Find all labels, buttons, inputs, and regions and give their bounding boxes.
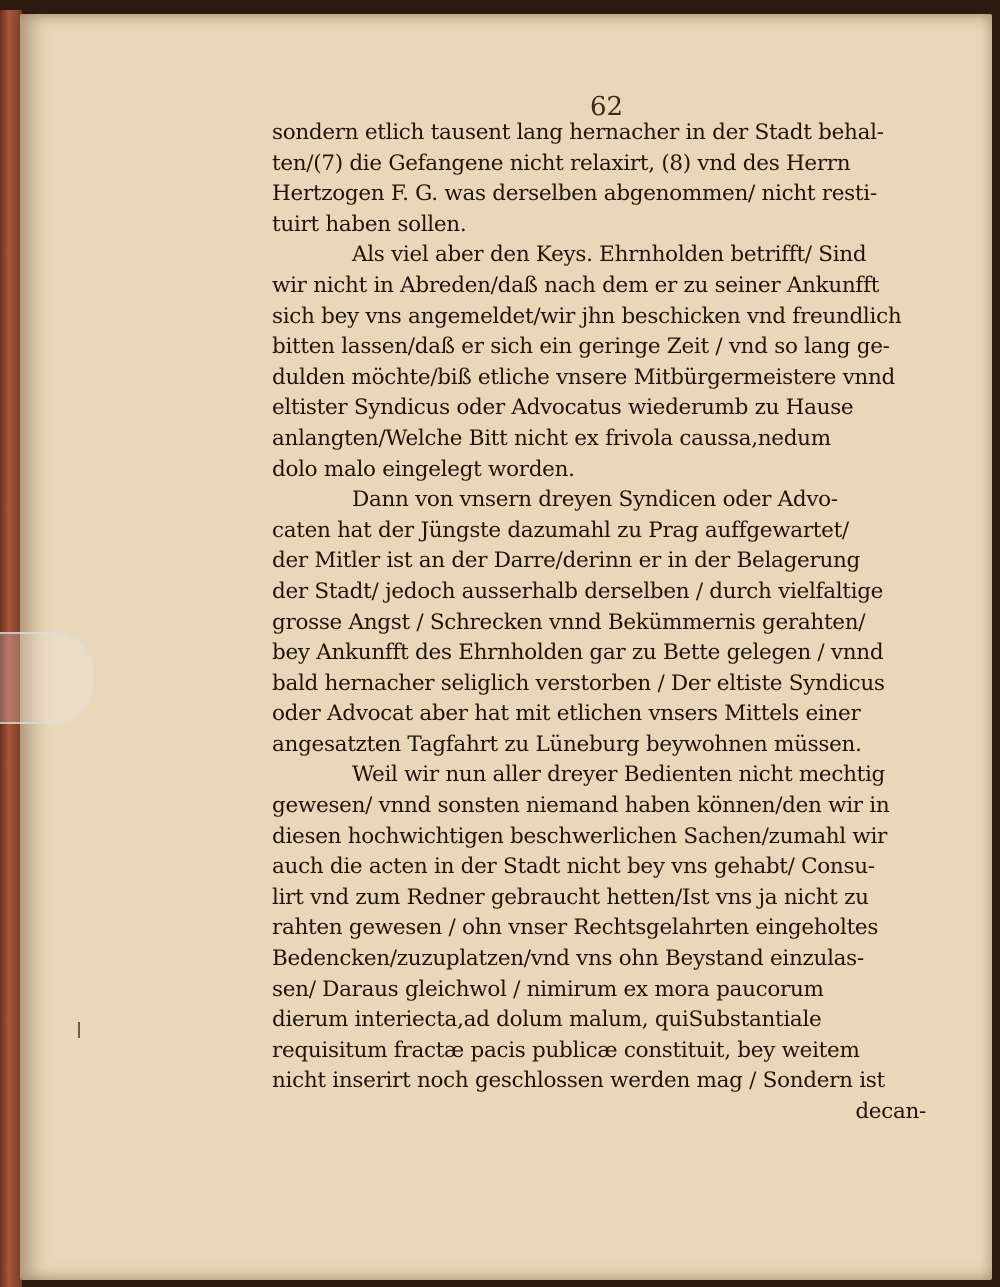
text-line: Als viel aber den Keys. Ehrnholden betrifft/ Sind — [352, 242, 867, 268]
text-line: sen/ Daraus gleichwol / nimirum ex mora paucorum — [272, 976, 824, 1002]
text-line: tuirt haben sollen. — [272, 211, 467, 237]
text-line: der Stadt/ jedoch ausserhalb derselben / durch vielfaltige — [272, 578, 884, 604]
text-line: Bedencken/zuzuplatzen/vnd vns ohn Beystand einzulas- — [272, 946, 864, 972]
text-line: dierum interiecta,ad dolum malum, quiSubstantiale — [272, 1007, 822, 1033]
margin-mark — [78, 1022, 80, 1038]
text-line: auch die acten in der Stadt nicht bey vns gehabt/ Consu- — [272, 854, 875, 880]
text-line: diesen hochwichtigen beschwerlichen Sachen/zumahl wir — [272, 823, 888, 849]
text-line: nicht inserirt noch geschlossen werden mag / Sondern ist — [272, 1068, 885, 1094]
text-line: Hertzogen F. G. was derselben abgenommen/ nicht resti- — [272, 181, 877, 207]
page-text — [272, 118, 926, 1128]
text-line: lirt vnd zum Redner gebraucht hetten/Ist vns ja nicht zu — [272, 884, 869, 910]
text-line: angesatzten Tagfahrt zu Lüneburg beywohnen müssen. — [272, 731, 862, 757]
text-line: bey Ankunfft des Ehrnholden gar zu Bette gelegen / vnnd — [272, 640, 884, 666]
text-line: dulden möchte/biß etliche vnsere Mitbürgermeistere vnnd — [272, 364, 895, 390]
text-line: ten/(7) die Gefangene nicht relaxirt, (8) vnd des Herrn — [272, 150, 851, 176]
catchword: decan- — [855, 1099, 926, 1124]
text-line: bitten lassen/daß er sich ein geringe Zeit / vnd so lang ge- — [272, 334, 890, 360]
text-line: rahten gewesen / ohn vnser Rechtsgelahrten eingeholtes — [272, 915, 879, 941]
text-line: sondern etlich tausent lang hernacher in der Stadt behal- — [272, 120, 884, 145]
page-tab-marker — [0, 632, 94, 724]
text-line: requisitum fractæ pacis publicæ constituit, bey weitem — [272, 1037, 860, 1063]
text-line: oder Advocat aber hat mit etlichen vnsers Mittels einer — [272, 701, 861, 727]
text-line: caten hat der Jüngste dazumahl zu Prag auffgewartet/ — [272, 517, 849, 543]
text-line: Dann von vnsern dreyen Syndicen oder Advo- — [352, 487, 838, 513]
text-line: sich bey vns angemeldet/wir jhn beschicken vnd freundlich — [272, 303, 902, 329]
text-line: eltister Syndicus oder Advocatus wiederumb zu Hause — [272, 395, 854, 421]
text-line: der Mitler ist an der Darre/derinn er in der Belagerung — [272, 548, 860, 574]
text-line: dolo malo eingelegt worden. — [272, 456, 575, 482]
page-number: 62 — [590, 92, 624, 122]
text-line: wir nicht in Abreden/daß nach dem er zu seiner Ankunfft — [272, 272, 880, 298]
text-line: gewesen/ vnnd sonsten niemand haben können/den wir in — [272, 793, 890, 819]
text-line: grosse Angst / Schrecken vnnd Bekümmernis gerahten/ — [272, 609, 866, 635]
text-line: anlangten/Welche Bitt nicht ex frivola caussa,nedum — [272, 425, 831, 451]
text-line: Weil wir nun aller dreyer Bedienten nicht mechtig — [352, 762, 886, 788]
text-line: bald hernacher seliglich verstorben / Der eltiste Syndicus — [272, 670, 885, 696]
